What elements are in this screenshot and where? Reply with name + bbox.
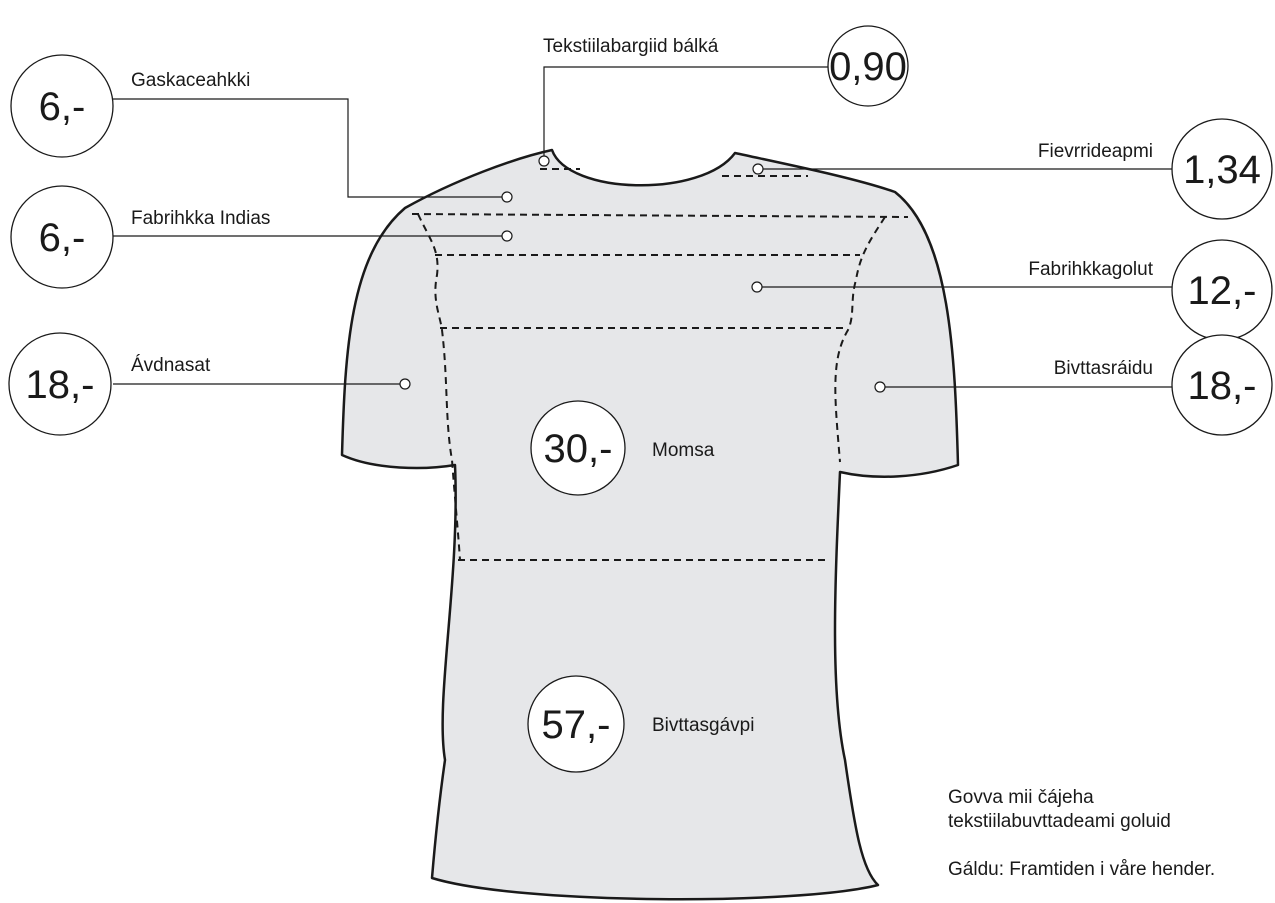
- caption-line-2: tekstiilabuvttadeami goluid: [948, 811, 1171, 832]
- badge-transport: [11, 55, 113, 157]
- anchor-factory-costs: [752, 282, 762, 292]
- badge-material-value: 18,-: [25, 363, 95, 407]
- label-vat: Momsa: [652, 440, 715, 461]
- label-brand: Bivttasráidu: [1053, 358, 1153, 379]
- badge-factory-costs: [1172, 240, 1272, 340]
- badge-factory-costs-value: 12,-: [1187, 269, 1257, 313]
- label-material: Ávdnasat: [131, 355, 211, 376]
- anchor-label: [539, 156, 549, 166]
- label-factory: Fabrihkka Indias: [131, 208, 271, 229]
- badge-profit-value: 1,34: [1183, 148, 1261, 192]
- badge-factory-value: 6,-: [38, 216, 86, 260]
- label-label: Tekstiilabargiid bálká: [543, 36, 719, 57]
- badge-label: [828, 26, 908, 106]
- badge-store-value: 57,-: [541, 703, 611, 747]
- label-store: Bivttasgávpi: [652, 715, 755, 736]
- badge-profit: [1172, 119, 1272, 219]
- badge-vat-value: 30,-: [543, 427, 613, 471]
- anchor-transport: [502, 192, 512, 202]
- anchor-factory: [502, 231, 512, 241]
- anchor-brand: [875, 382, 885, 392]
- badge-brand-value: 18,-: [1187, 364, 1257, 408]
- label-factory-costs: Fabrihkkagolut: [1028, 259, 1153, 280]
- badge-brand: [1172, 335, 1272, 435]
- badge-factory: [11, 186, 113, 288]
- badge-label-value: 0,90: [829, 45, 907, 89]
- label-profit: Fievrrideapmi: [1037, 141, 1153, 162]
- badge-vat: [531, 401, 625, 495]
- caption-block: [948, 786, 1273, 882]
- anchor-profit: [753, 164, 763, 174]
- leader-label: [544, 67, 828, 160]
- badge-material: [9, 333, 111, 435]
- caption-line-1: Govva mii čájeha: [948, 787, 1094, 808]
- source-credit: Gáldu: Framtiden i våre hender.: [948, 859, 1216, 880]
- anchor-material: [400, 379, 410, 389]
- leader-transport: [113, 99, 506, 197]
- badge-transport-value: 6,-: [38, 85, 86, 129]
- tshirt-shape: [342, 150, 958, 899]
- label-transport: Gaskaceahkki: [131, 70, 251, 91]
- badge-store: [528, 676, 624, 772]
